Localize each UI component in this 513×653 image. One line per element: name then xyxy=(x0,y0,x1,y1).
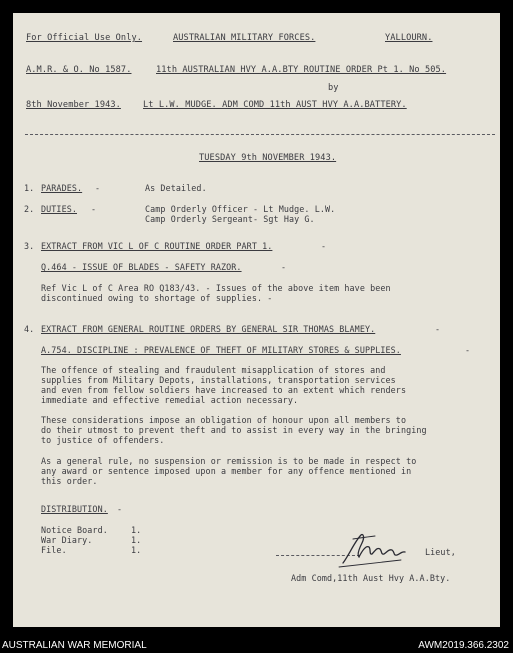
item-3-number: 3. xyxy=(24,241,35,251)
header-force: AUSTRALIAN MILITARY FORCES. xyxy=(173,33,316,43)
document-page xyxy=(13,13,500,627)
paragraph-1-line-1: The offence of stealing and fraudulent misapplication of stores and xyxy=(41,365,386,375)
handwritten-signature xyxy=(335,527,427,571)
distribution-title: DISTRIBUTION. xyxy=(41,504,108,514)
header-date: 8th November 1943. xyxy=(26,100,121,110)
paragraph-3-line-3: this order. xyxy=(41,476,98,486)
item-3-sub-dash: - xyxy=(281,262,287,272)
footer-institution: AUSTRALIAN WAR MEMORIAL xyxy=(2,640,147,651)
header-unit-order: 11th AUSTRALIAN HVY A.A.BTY ROUTINE ORDER Pt 1. No 505. xyxy=(156,65,447,75)
paragraph-2-line-1: These considerations impose an obligation of honour upon all members to xyxy=(41,415,407,425)
signature-role: Adm Comd,11th Aust Hvy A.A.Bty. xyxy=(291,573,451,583)
distribution-count: 1. xyxy=(131,535,142,545)
footer-catalogue-number: AWM2019.366.2302 xyxy=(418,640,509,651)
item-4-number: 4. xyxy=(24,324,35,334)
item-4-sub-dash: - xyxy=(465,345,471,355)
item-1-number: 1. xyxy=(24,183,35,193)
header-commander: Lt L.W. MUDGE. ADM COMD 11th AUST HVY A.A.BATTERY. xyxy=(143,100,407,110)
item-3-subheading: Q.464 - ISSUE OF BLADES - SAFETY RAZOR. xyxy=(41,262,242,272)
item-3-title: EXTRACT FROM VIC L OF C ROUTINE ORDER PART 1. xyxy=(41,241,273,251)
paragraph-2-line-2: do their utmost to prevent theft and to assist in every way in the bringing xyxy=(41,425,427,435)
item-4-title: EXTRACT FROM GENERAL ROUTINE ORDERS BY GENERAL SIR THOMAS BLAMEY. xyxy=(41,324,376,334)
item-3-dash: - xyxy=(321,241,327,251)
header-divider xyxy=(25,134,495,135)
distribution-name: File. xyxy=(41,545,67,555)
header-by: by xyxy=(328,83,339,93)
distribution-name: Notice Board. xyxy=(41,525,108,535)
item-2-number: 2. xyxy=(24,204,35,214)
distribution-count: 1. xyxy=(131,545,142,555)
item-1-value: As Detailed. xyxy=(145,183,207,193)
paragraph-3-line-2: any award or sentence imposed upon a member for any offence mentioned in xyxy=(41,466,412,476)
item-1-dash: - xyxy=(95,183,101,193)
item-2-dash: - xyxy=(91,204,97,214)
item-4-subheading: A.754. DISCIPLINE : PREVALENCE OF THEFT OF MILITARY STORES & SUPPLIES. xyxy=(41,345,401,355)
distribution-name: War Diary. xyxy=(41,535,93,545)
distribution-dash: - xyxy=(117,504,123,514)
item-2-title: DUTIES. xyxy=(41,204,77,214)
item-2-line-2: Camp Orderly Sergeant- Sgt Hay G. xyxy=(145,214,315,224)
paragraph-2-line-3: to justice of offenders. xyxy=(41,435,165,445)
archive-footer xyxy=(0,638,513,653)
item-1-title: PARADES. xyxy=(41,183,83,193)
paragraph-1-line-3: and even from fellow soldiers have increased to an extent which renders xyxy=(41,385,407,395)
signature-rank: Lieut, xyxy=(425,547,456,557)
paragraph-3-line-1: As a general rule, no suspension or remission is to be made in respect to xyxy=(41,456,417,466)
paragraph-1-line-4: immediate and effective remedial action necessary. xyxy=(41,395,299,405)
header-classification: For Official Use Only. xyxy=(26,33,143,43)
item-2-line-1: Camp Orderly Officer - Lt Mudge. L.W. xyxy=(145,204,336,214)
distribution-count: 1. xyxy=(131,525,142,535)
header-place: YALLOURN. xyxy=(385,33,433,43)
item-3-body-line-2: discontinued owing to shortage of supplies. - xyxy=(41,293,273,303)
day-heading: TUESDAY 9th NOVEMBER 1943. xyxy=(199,153,337,163)
paragraph-1-line-2: supplies from Military Depots, installations, transportation services xyxy=(41,375,396,385)
item-4-dash: - xyxy=(435,324,441,334)
item-3-body-line-1: Ref Vic L of C Area RO Q183/43. - Issues of the above item have been xyxy=(41,283,391,293)
header-ref: A.M.R. & O. No 1587. xyxy=(26,65,132,75)
